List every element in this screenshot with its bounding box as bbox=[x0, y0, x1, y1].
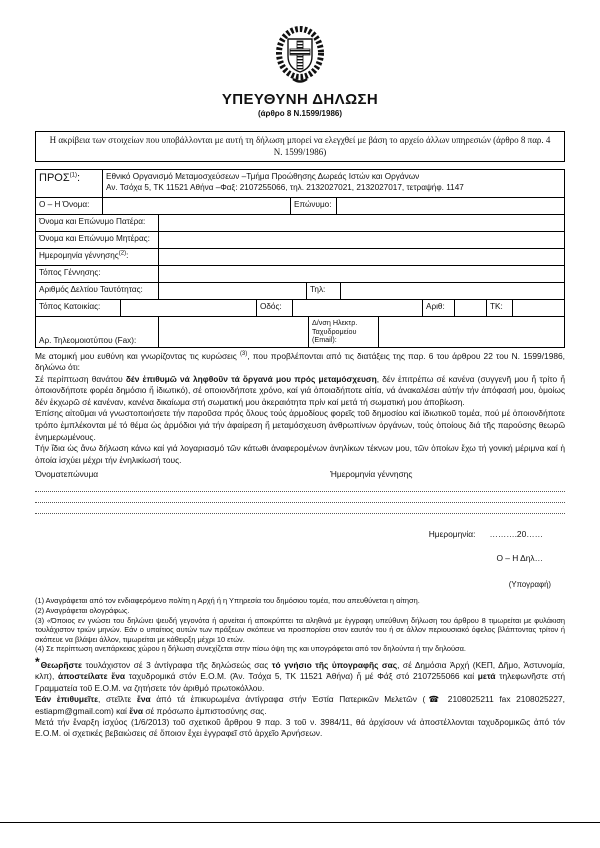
asterisk-marker: * bbox=[35, 655, 40, 669]
children-table-header bbox=[35, 469, 565, 481]
footnote-2: (2) Αναγράφεται ολογράφως. bbox=[35, 606, 130, 616]
row-father-name bbox=[36, 214, 564, 231]
field-fax[interactable] bbox=[158, 317, 308, 347]
declaration-intro: Με ατομική μου ευθύνη και γνωρίζοντας τις κυρώσεις $^{(3)}$, που προβλέπονται από τις διατάξεις της παρ. 6 του άρθρου 22 του Ν. 1599/1986, δηλώνω ότι: bbox=[35, 350, 565, 373]
label-email: Δ/νση Ηλεκτρ. Ταχυδρομείου (Email): bbox=[308, 317, 378, 347]
field-residence[interactable] bbox=[120, 300, 256, 316]
child-entry-line[interactable] bbox=[35, 492, 565, 503]
field-street-number[interactable] bbox=[454, 300, 486, 316]
field-id-number[interactable] bbox=[158, 283, 306, 299]
personal-details-table bbox=[35, 169, 565, 348]
label-surname: Επώνυμο: bbox=[290, 198, 336, 214]
accuracy-notice: Η ακρίβεια των στοιχείων που υποβάλλονται με αυτή τη δήλωση μπορεί να ελεγχθεί με βάση το αρχείο άλλων υπηρεσιών (άρθρο 8 παρ. 4 Ν. 1599/1986) bbox=[35, 131, 565, 162]
declaration-paragraph-2: Ἐπίσης αἰτοῦμαι νά γνωστοποιήσετε τήν παροῦσα πρός ὅλους τούς ἁρμοδίους φορεῖς τοῦ δημοσίου καί ἰδιωτικοῦ τομέα, πού μέ ὁποιονδήποτε τρόπο ἐμπλέκονται μέ τό θέμα ὡς ἁρμόδιοι γιά τήν ἀφαίρεση ἤ μεταμόσχευση ἀνθρωπίνων ὀργάνων, τούς ὁποίους διά τῆς παρούσης θεωρῶ ἐνημερωμένους. bbox=[35, 408, 565, 442]
footnotes-section bbox=[35, 596, 565, 654]
label-street-number: Αριθ: bbox=[422, 300, 454, 316]
footnote-1: (1) Αναγράφεται από τον ενδιαφερόμενο πολίτη η Αρχή ή η Υπηρεσία του δημόσιου τομέα, που απευθύνεται η αίτηση. bbox=[35, 596, 420, 606]
footnote-3: (3) «Όποιος εν γνώσει του δηλώνει ψευδή γεγονότα ή αρνείται ή αποκρύπτει τα αληθινά με έγγραφη υπεύθυνη δήλωση του άρθρου 8 τιμωρείται με φυλάκιση τουλάχιστον τριών μηνών. Εάν ο υπαίτιος αυτών των πράξεων σκόπευε να προσπορίσει στον εαυτόν του ή σε άλλον περιουσιακό όφελος βλάπτοντας τρίτον ή σκόπευε να βλάψει άλλον, τιμωρείται με κάθειρξη μέχρι 10 ετών. bbox=[35, 615, 565, 644]
field-birthplace[interactable] bbox=[158, 266, 564, 282]
label-phone: Τηλ: bbox=[306, 283, 340, 299]
label-id-number: Αριθμός Δελτίου Ταυτότητας: bbox=[39, 285, 143, 294]
declaration-section bbox=[35, 351, 565, 467]
row-residence bbox=[36, 299, 564, 316]
emblem-container bbox=[35, 26, 565, 86]
label-birthdate: Ημερομηνία γέννησης$^{(2)}$: bbox=[39, 250, 129, 260]
declaration-paragraph-3: Τήν ἴδια ὡς ἄνω δήλωση κάνω καί γιά λογαριασμό τῶν κάτωθι ἀναφερομένων ἀνηλίκων τέκνων μου, τῶν ὁποίων ἔχω τή γονική μέριμνα καί ἡ ὁποία ἰσχύει μέχρι τήν ἐνηλικίωσή τους. bbox=[35, 443, 565, 465]
date-label: Ημερομηνία: bbox=[428, 529, 476, 540]
field-birthdate[interactable] bbox=[158, 249, 564, 265]
label-postal-code: ΤΚ: bbox=[486, 300, 512, 316]
field-mother-name[interactable] bbox=[158, 232, 564, 248]
field-first-name[interactable] bbox=[102, 198, 290, 214]
signature-label: (Υπογραφή) bbox=[508, 580, 551, 590]
row-birthplace bbox=[36, 265, 564, 282]
greek-coat-of-arms-icon bbox=[272, 26, 328, 86]
instructions-paragraph-1: *Θεωρῆστε τουλάχιστον σέ 3 ἀντίγραφα τῆς δηλώσεώς σας τό γνήσιο τῆς ὑπογραφῆς σας, σέ Δημόσια Ἀρχή (ΚΕΠ, Δῆμο, Ἀστυνομία, κλπ), ἀποστείλατε ἕνα ταχυδρομικά στόν Ε.Ο.Μ. (Ἀν. Τσόχα 5, ΤΚ 11521 Ἀθήνα) ἤ μέ Φάξ στό 2107255066 καί μετά τηλεφωνῆστε στή Γραμματεία τοῦ Ε.Ο.Μ. να ζητήσετε τόν ἀριθμό πρωτοκόλλου. bbox=[35, 655, 565, 693]
row-recipient bbox=[36, 170, 564, 197]
label-father-name: Όνομα και Επώνυμο Πατέρα: bbox=[39, 217, 146, 226]
child-entry-line[interactable] bbox=[35, 481, 565, 492]
declaration-paragraph-1: Σέ περίπτωση θανάτου δέν ἐπιθυμῶ νά ληφθοῦν τά ὄργανά μου πρός μεταμόσχευση, δέν ἐπιτρέπω σέ κανένα (συγγενῆ μου ἤ τρίτο ἤ ὁποιονδήποτε φορέα δημόσιο ἤ ἰδιωτικό), σέ οποιονδήποτε χρόνο, καί γιά ὁποιαδήποτε αἰτία, νά ἀνακαλέσει αὐτήν τήν ἀπόφασή μου, ὁμοίως δέν ἐκχωρῶ σέ κανέναν, κανένα δικαίωμα στή σωματική μου ἀκεραιότητα πρίν καί μετά τή σωματική μου ἀποβίωση. bbox=[35, 373, 565, 407]
label-birthplace: Τόπος Γέννησης: bbox=[39, 268, 101, 277]
instructions-section bbox=[35, 655, 565, 740]
field-father-name[interactable] bbox=[158, 215, 564, 231]
field-phone[interactable] bbox=[340, 283, 564, 299]
declarer-line: Ο – Η Δηλ… bbox=[496, 553, 543, 564]
row-mother-name bbox=[36, 231, 564, 248]
row-fax-email bbox=[36, 316, 564, 347]
field-surname[interactable] bbox=[336, 198, 564, 214]
page-title: ΥΠΕΥΘΥΝΗ ΔΗΛΩΣΗ bbox=[221, 91, 379, 108]
child-entry-line[interactable] bbox=[35, 503, 565, 514]
label-residence: Τόπος Κατοικίας: bbox=[39, 302, 101, 311]
recipient-line-2: Αν. Τσόχα 5, ΤΚ 11521 Αθήνα –Φαξ: 2107255066, τηλ. 2132027021, 2132027017, τετραψήφ. 1147 bbox=[106, 183, 464, 192]
field-email[interactable] bbox=[378, 317, 564, 347]
children-birthdate-column-label: Ἡμερομηνία γέννησης bbox=[330, 469, 413, 480]
children-name-column-label: Ὀνοματεπώνυμα bbox=[35, 469, 99, 480]
recipient-line-1: Εθνικό Οργανισμό Μεταμοσχεύσεων –Τμήμα Προώθησης Δωρεάς Ιστών και Οργάνων bbox=[106, 172, 420, 181]
field-street[interactable] bbox=[292, 300, 422, 316]
label-first-name: Ο – Η Όνομα: bbox=[39, 200, 90, 209]
page-bottom-rule bbox=[0, 822, 600, 823]
field-recipient bbox=[102, 170, 564, 197]
instructions-paragraph-2: Ἐάν ἐπιθυμεῖτε, στεῖλτε ἕνα ἀπό τά ἐπικυρωμένα ἀντίγραφα στήν Ἑστία Πατερικῶν Μελετῶν (☎ 2108025211 fax 2108025227, estiapm@gmail.com) καί ἕνα σέ πρόσωπο ἐμπιστοσύνης σας. bbox=[35, 694, 565, 716]
instructions-paragraph-3: Μετά τήν ἔναρξη ἰσχύος (1/6/2013) τοῦ σχετικοῦ ἄρθρου 9 παρ. 3 τοῦ ν. 3984/11, θά ἀρχίσουν νά ἀποστέλλονται ταχυδρομικῶς ἀπό τόν Ε.Ο.Μ. οἱ σχετικές βεβαιώσεις σέ ὅποιον ἔχει ἐγγραφεῖ στό ἀρχεῖο Ἀρνήσεων. bbox=[35, 717, 565, 739]
label-street: Οδός: bbox=[256, 300, 292, 316]
field-postal-code[interactable] bbox=[512, 300, 564, 316]
label-recipient: ΠΡΟΣ$^{(1)}$: bbox=[39, 172, 81, 184]
footnote-4: (4) Σε περίπτωση ανεπάρκειας χώρου η δήλωση συνεχίζεται στην πίσω όψη της και υπογράφεται από τον δηλούντα ή την δηλούσα. bbox=[35, 644, 466, 654]
label-fax: Αρ. Τηλεομοιοτύπου (Fax): bbox=[39, 335, 137, 345]
page-subtitle: (άρθρο 8 Ν.1599/1986) bbox=[257, 109, 343, 118]
row-birthdate bbox=[36, 248, 564, 265]
date-fill-field[interactable]: ……….20…… bbox=[489, 529, 543, 540]
label-mother-name: Όνομα και Επώνυμο Μητέρας: bbox=[39, 234, 150, 243]
date-line bbox=[35, 529, 565, 539]
row-name-surname bbox=[36, 197, 564, 214]
row-id-phone bbox=[36, 282, 564, 299]
